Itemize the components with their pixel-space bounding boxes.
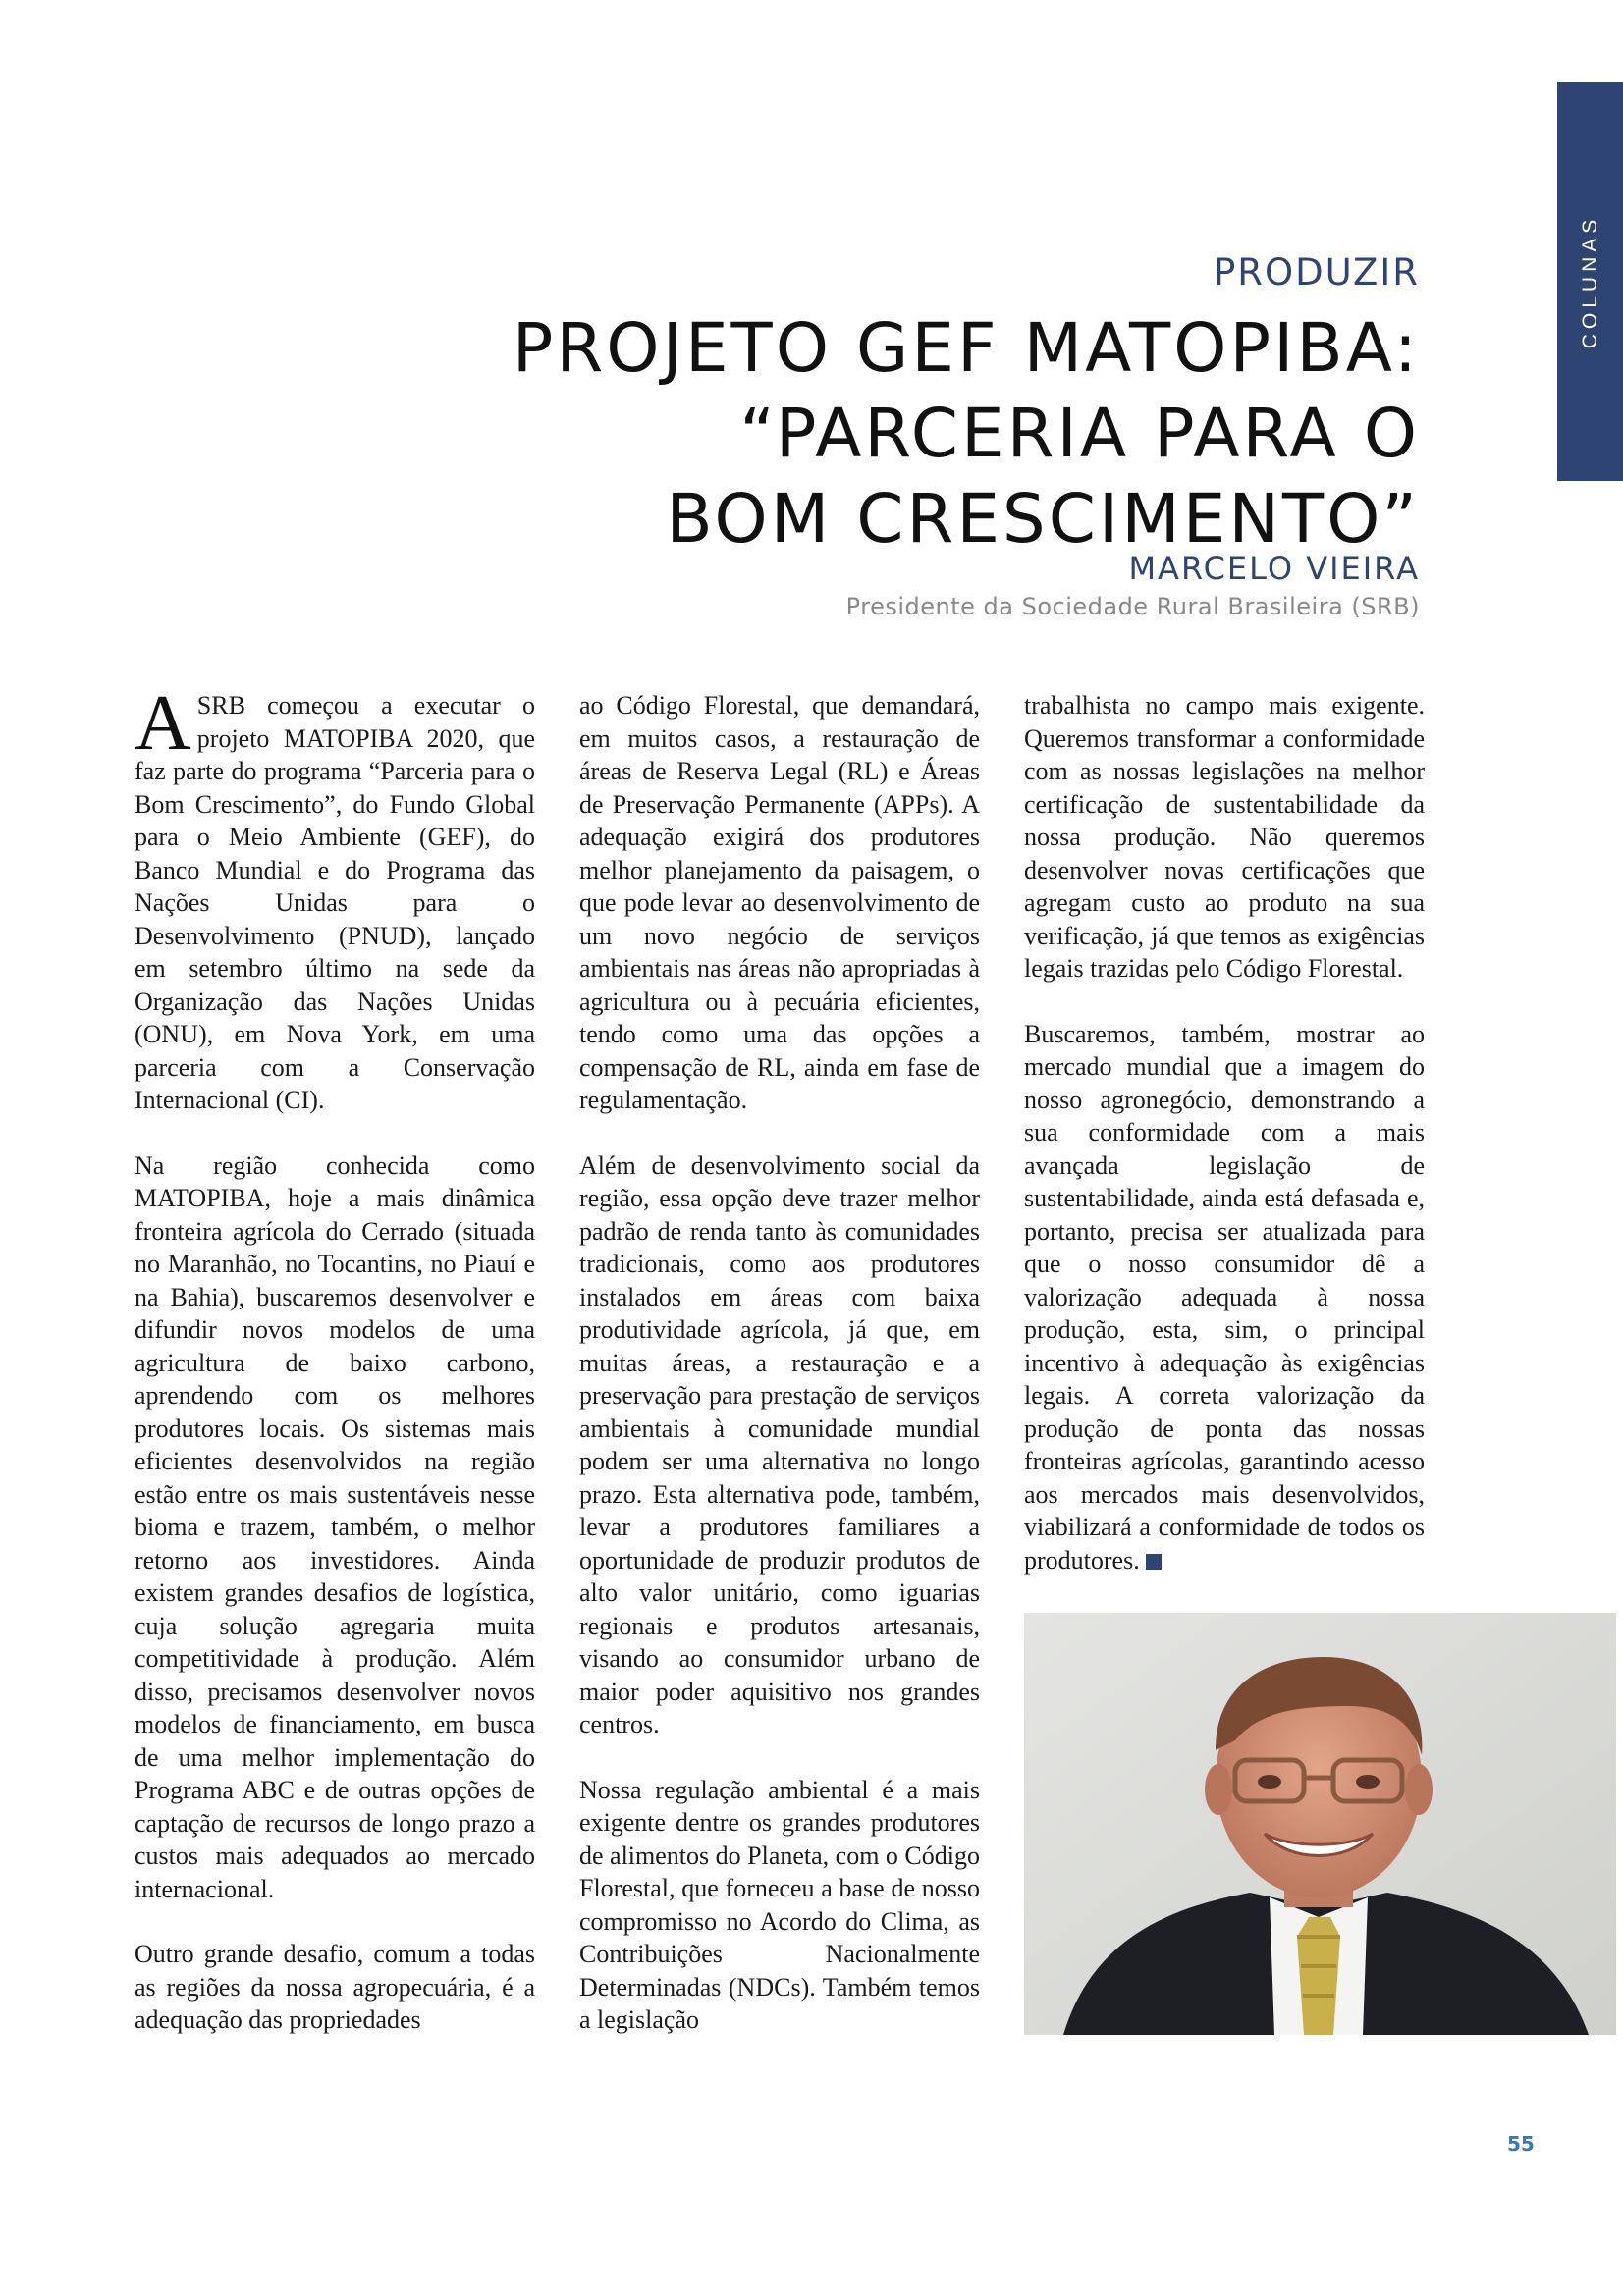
author-role: Presidente da Sociedade Rural Brasileira (SRB): [845, 593, 1420, 620]
article-paragraph: ao Código Florestal, que demandará, em muitos casos, a restauração de áreas de Reserva Legal (RL) e Áreas de Preservação Permanente (APPs). A adequação exigirá dos produtores melhor planejamento da paisagem, o que pode levar ao desenvolvimento de um novo negócio de serviços ambientais nas áreas não apropriadas à agricultura ou à pecuária eficientes, tendo como uma das opções a compensação de RL, ainda em fase de regulamentação.: [579, 691, 980, 1114]
page-number: 55: [1507, 2132, 1535, 2156]
article-column-1: [135, 680, 535, 2069]
drop-cap: A: [135, 680, 191, 767]
article-paragraph: Outro grande desafio, comum a todas as regiões da nossa agropecuária, é a adequação das propriedades: [135, 1940, 535, 2034]
article-paragraph: Além de desenvolvimento social da região, essa opção deve trazer melhor padrão de renda tanto às comunidades tradicionais, como aos produtores instalados em áreas com baixa produtividade agrícola, já que, em muitas áreas, a restauração e a preservação para prestação de serviços ambientais à comunidade mundial podem ser uma alternativa no longo prazo. Esta alternativa pode, também, levar a produtores familiares a oportunidade de produzir produtos de alto valor unitário, como iguarias regionais e produtos artesanais, visando ao consumidor urbano de maior poder aquisitivo nos grandes centros.: [579, 1150, 980, 1738]
headline-line-1: PROJETO GEF MATOPIBA:: [512, 309, 1420, 388]
end-of-article-mark-icon: [1146, 1554, 1162, 1570]
article-paragraph: [135, 680, 535, 1117]
portrait-illustration-icon: [1024, 1613, 1616, 2035]
headline-line-2: “PARCERIA PARA O: [739, 395, 1420, 473]
paragraph-text: Buscaremos, também, mostrar ao mercado mundial que a imagem do nosso agronegócio, demonstrando a sua conformidade com a mais avançada legislação de sustentabilidade, ainda está defasada e, portanto, precisa ser atualizada para que o nosso consumidor dê a valorização adequada à nossa produção, esta, sim, o principal incentivo à adequação às exigências legais. A correta valorização da produção de ponta das nossas fronteiras agrícolas, garantindo acesso aos mercados mais desenvolvidos, viabilizará a conformidade de todos os produtores.: [1024, 1019, 1425, 1575]
author-portrait-photo: [1024, 1613, 1616, 2035]
headline-line-3: BOM CRESCIMENTO”: [666, 480, 1420, 559]
article-paragraph: Nossa regulação ambiental é a mais exigente dentre os grandes produtores de alimentos do Planeta, com o Código Florestal, que forneceu a base de nosso compromisso no Acordo do Clima, as Contribuições Nacionalmente Determinadas (NDCs). Também temos a legislação: [579, 1775, 980, 2034]
side-tab-label: COLUNAS: [1578, 214, 1601, 349]
article-paragraph: [1024, 1018, 1425, 1577]
article-column-3: [1024, 689, 1425, 1609]
section-side-tab: [1557, 82, 1623, 481]
author-name: MARCELO VIEIRA: [1128, 550, 1420, 587]
article-paragraph: Na região conhecida como MATOPIBA, hoje a mais dinâmica fronteira agrícola do Cerrado (situada no Maranhão, no Tocantins, no Piauí e na Bahia), buscaremos desenvolver e difundir novos modelos de uma agricultura de baixo carbono, aprendendo com os melhores produtores locais. Os sistemas mais eficientes desenvolvidos na região estão entre os mais sustentáveis nesse bioma e trazem, também, o melhor retorno aos investidores. Ainda existem grandes desafios de logística, cuja solução agregaria muita competitividade à produção. Além disso, precisamos desenvolver novos modelos de financiamento, em busca de uma melhor implementação do Programa ABC e de outras opções de captação de recursos de longo prazo a custos mais adequados ao mercado internacional.: [135, 1150, 535, 1903]
article-paragraph: trabalhista no campo mais exigente. Queremos transformar a conformidade com as nossas legislações na melhor certificação de sustentabilidade da nossa produção. Não queremos desenvolver novas certificações que agregam custo ao produto na sua verificação, já que temos as exigências legais trazidas pelo Código Florestal.: [1024, 691, 1425, 983]
section-label: PRODUZIR: [1213, 251, 1420, 294]
article-headline: [340, 306, 1420, 562]
paragraph-text: SRB começou a executar o projeto MATOPIBA 2020, que faz parte do programa “Parceria para o Bom Crescimento”, do Fundo Global para o Meio Ambiente (GEF), do Banco Mundial e do Programa das Nações Unidas para o Desenvolvimento (PNUD), lançado em setembro último na sede da Organização das Nações Unidas (ONU), em Nova York, em uma parceria com a Conservação Internacional (CI).: [135, 691, 535, 1114]
article-column-2: [579, 689, 980, 2069]
